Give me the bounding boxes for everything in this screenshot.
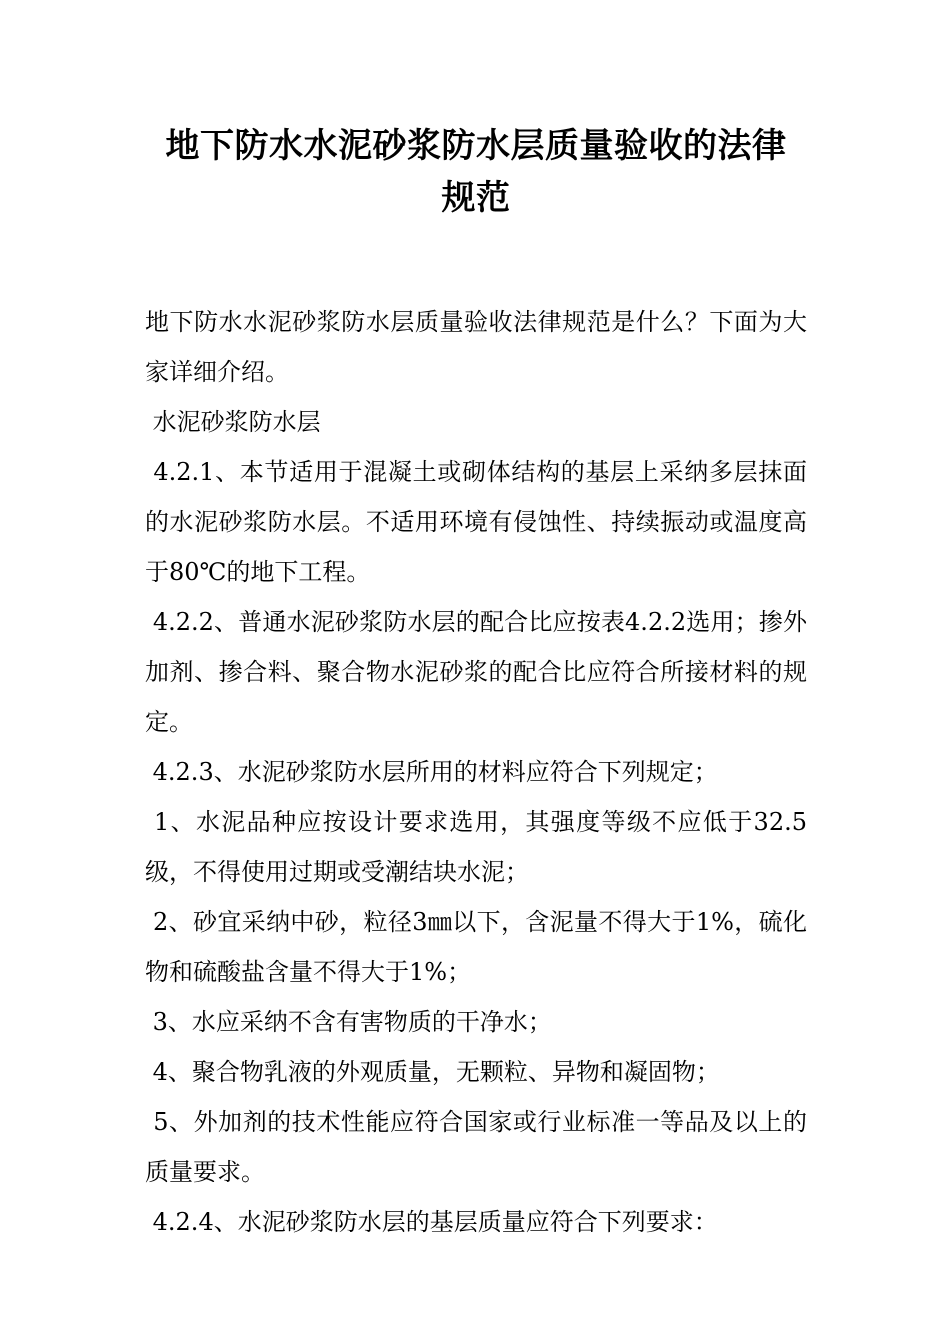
section-heading: 水泥砂浆防水层	[145, 408, 321, 436]
list-item-1: 1、水泥品种应按设计要求选用，其强度等级不应低于32.5级，不得使用过期或受潮结块水泥；	[145, 808, 807, 886]
document-title-line-1: 地下防水水泥砂浆防水层质量验收的法律	[165, 126, 787, 166]
list-item-5: 5、外加剂的技术性能应符合国家或行业标准一等品及以上的质量要求。	[145, 1108, 807, 1186]
document-title-line-2: 规范	[441, 178, 511, 218]
list-item-4: 4、聚合物乳液的外观质量，无颗粒、异物和凝固物；	[145, 1058, 720, 1086]
paragraph-intro: 地下防水水泥砂浆防水层质量验收法律规范是什么？下面为大家详细介绍。	[145, 308, 807, 386]
clause-4-2-2: 4.2.2、普通水泥砂浆防水层的配合比应按表4.2.2选用；掺外加剂、掺合料、聚合物水泥砂浆的配合比应符合所接材料的规定。	[145, 608, 807, 736]
clause-4-2-3: 4.2.3、水泥砂浆防水层所用的材料应符合下列规定；	[145, 758, 718, 786]
clause-4-2-1: 4.2.1、本节适用于混凝土或砌体结构的基层上采纳多层抹面的水泥砂浆防水层。不适用环境有侵蚀性、持续振动或温度高于80℃的地下工程。	[145, 458, 807, 586]
list-item-2: 2、砂宜采纳中砂，粒径3㎜以下，含泥量不得大于1%，硫化物和硫酸盐含量不得大于1%；	[145, 908, 807, 986]
clause-4-2-4: 4.2.4、水泥砂浆防水层的基层质量应符合下列要求：	[145, 1208, 718, 1236]
document-title	[145, 120, 807, 224]
document-body	[145, 297, 807, 1247]
list-item-3: 3、水应采纳不含有害物质的干净水；	[145, 1008, 552, 1036]
